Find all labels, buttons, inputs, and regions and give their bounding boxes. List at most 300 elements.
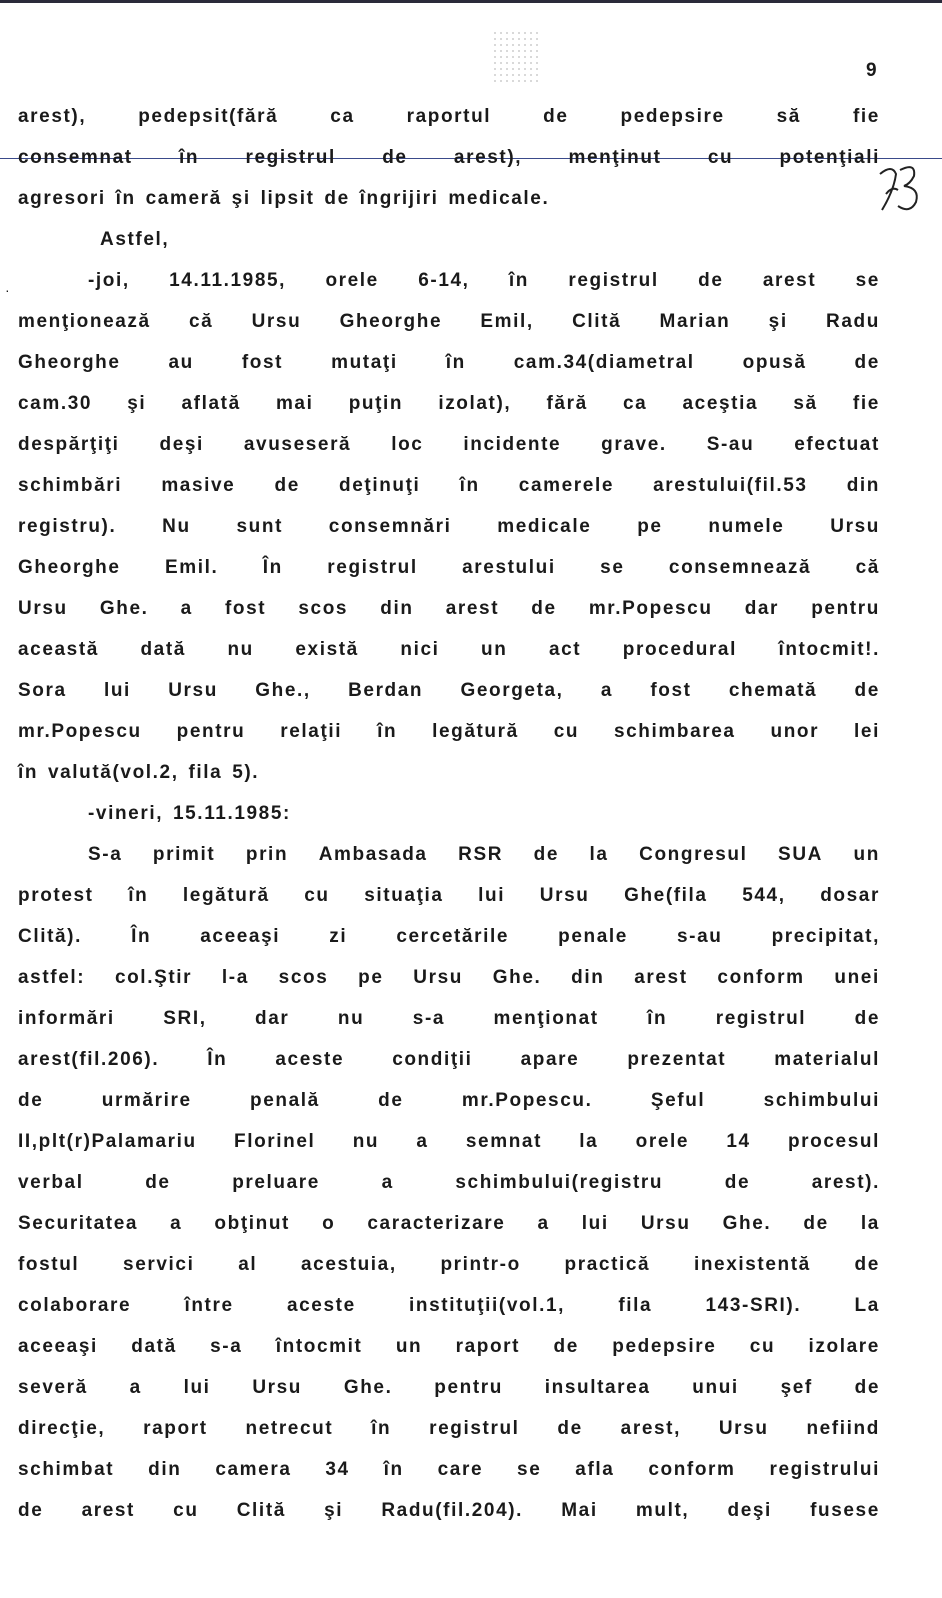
word: din [571, 967, 605, 988]
word: nici [400, 639, 440, 660]
word: Georgeta, [460, 680, 564, 701]
word: lei [854, 721, 880, 742]
word: registru). [18, 516, 117, 537]
word: procedural [622, 639, 737, 660]
word: Ursu [18, 598, 68, 619]
word: relaţii [280, 721, 343, 742]
word: pe [637, 516, 663, 537]
word: condiţii [392, 1049, 473, 1070]
word: mr.Popescu [18, 721, 142, 742]
text-line [18, 1047, 880, 1088]
word: incidente [463, 434, 562, 455]
word: RSR [458, 844, 504, 865]
word: cercetările [396, 926, 510, 947]
word: II,plt(r)Palamariu [18, 1131, 197, 1152]
word: pe [358, 967, 384, 988]
word: dată [140, 639, 186, 660]
text-line [18, 883, 880, 924]
word: nu [227, 639, 254, 660]
word: caracterizare [367, 1213, 506, 1234]
word: schimbului(registru [455, 1172, 664, 1193]
word: inexistentă [693, 1254, 811, 1275]
word: şi [768, 311, 788, 332]
word: servici [123, 1254, 195, 1275]
word: arest [81, 1500, 135, 1521]
word: practică [564, 1254, 651, 1275]
word: aceste [275, 1049, 345, 1070]
word: Gheorghe [18, 352, 121, 373]
word: registrului [769, 1459, 880, 1480]
word: deşi [159, 434, 204, 455]
word: din [846, 475, 880, 496]
word: prin [245, 844, 289, 865]
word: materialul [774, 1049, 880, 1070]
word: mr.Popescu [588, 598, 713, 619]
word: instituţii(vol.1, [409, 1295, 566, 1316]
word: Ghe. [99, 598, 149, 619]
word: unor [770, 721, 820, 742]
word: Ursu [252, 1377, 303, 1398]
word: Ursu [539, 885, 590, 906]
word: dată [131, 1336, 177, 1357]
text-line [18, 1416, 880, 1457]
word: arest, [620, 1418, 681, 1439]
word: de [803, 1213, 829, 1234]
word: pentru [434, 1377, 503, 1398]
word: Ursu [251, 311, 302, 332]
word: 143-SRI). [705, 1295, 802, 1316]
word: camerele [518, 475, 614, 496]
word: de [698, 270, 724, 291]
word: schimbarea [613, 721, 736, 742]
word: la [860, 1213, 880, 1234]
word: dosar [820, 885, 880, 906]
word: consemnat [18, 147, 133, 168]
word: cu [707, 147, 734, 168]
word: se [855, 270, 880, 291]
word: care [437, 1459, 484, 1480]
word: chemată [728, 680, 818, 701]
word: de [724, 1172, 751, 1193]
word: cu [553, 721, 580, 742]
text-line [18, 1498, 880, 1539]
word: situaţia [364, 885, 444, 906]
text-line [18, 1457, 880, 1498]
word: severă [18, 1377, 88, 1398]
word: un [853, 844, 880, 865]
word: cu [173, 1500, 199, 1521]
word: din [380, 598, 414, 619]
word: dar [744, 598, 780, 619]
word: de [854, 1254, 880, 1275]
word: lui [103, 680, 131, 701]
word: a [170, 1213, 183, 1234]
word: Sora [18, 680, 67, 701]
word: nefiind [806, 1418, 880, 1439]
word: de [18, 1500, 44, 1521]
word: raport [143, 1418, 208, 1439]
word: de [531, 598, 557, 619]
word: în [371, 1418, 392, 1439]
text-line: agresori în cameră şi lipsit de îngrijiri medicale. [18, 188, 550, 209]
word: despărţiţi [18, 434, 120, 455]
word: de [18, 1090, 44, 1111]
text-line [18, 1334, 880, 1375]
word: Emil. [164, 557, 219, 578]
text-line [18, 391, 880, 432]
word: unei [834, 967, 880, 988]
word: afla [575, 1459, 615, 1480]
word: că [188, 311, 214, 332]
word: insultarea [544, 1377, 651, 1398]
word: că [855, 557, 880, 578]
word: de [543, 106, 569, 127]
word: să [793, 393, 818, 414]
text-line [18, 1293, 880, 1334]
word: registrul [429, 1418, 520, 1439]
word: fie [852, 393, 880, 414]
word: unui [692, 1377, 739, 1398]
word: Clită). [18, 926, 82, 947]
word: a [600, 680, 614, 701]
word: lui [183, 1377, 211, 1398]
word: al [238, 1254, 258, 1275]
text-line [18, 309, 880, 350]
word: pentru [176, 721, 246, 742]
word: mr.Popescu. [461, 1090, 593, 1111]
word: izolat), [438, 393, 512, 414]
word: consemnează [668, 557, 812, 578]
word: există [295, 639, 359, 660]
word: Marian [659, 311, 731, 332]
word: primit [152, 844, 216, 865]
text-line [18, 1170, 880, 1211]
word: conform [717, 967, 805, 988]
word: de [854, 680, 880, 701]
word: preluare [232, 1172, 320, 1193]
word: urmărire [101, 1090, 192, 1111]
word: întocmit!. [778, 639, 880, 660]
word: de [533, 844, 559, 865]
word: lui [581, 1213, 609, 1234]
word: se [600, 557, 625, 578]
word: o [322, 1213, 336, 1234]
word: sunt [236, 516, 283, 537]
word: avuseseră [243, 434, 352, 455]
word: s-a [412, 1008, 446, 1029]
word: între [184, 1295, 234, 1316]
text-line: în valută(vol.2, fila 5). [18, 762, 260, 783]
handwritten-folio-number [872, 160, 932, 220]
text-line: -vineri, 15.11.1985: [88, 803, 291, 824]
word: protest [18, 885, 94, 906]
word: Ursu [830, 516, 880, 537]
word: Ghe., [255, 680, 311, 701]
text-line [18, 637, 880, 678]
word: penală [250, 1090, 320, 1111]
word: un [395, 1336, 423, 1357]
word: Nu [162, 516, 191, 537]
word: arest [634, 967, 688, 988]
word: fusese [810, 1500, 880, 1521]
word: Radu(fil.204). [381, 1500, 524, 1521]
text-line [18, 1088, 880, 1129]
text-line [18, 350, 880, 391]
text-line [18, 1375, 880, 1416]
word: 14 [726, 1131, 751, 1152]
word: dar [255, 1008, 290, 1029]
word: menţionat [493, 1008, 599, 1029]
word: precipitat, [771, 926, 880, 947]
word: mutaţi [331, 352, 398, 373]
word: camera [215, 1459, 292, 1480]
text-line [18, 555, 880, 596]
word: schimbului [763, 1090, 880, 1111]
text-line [18, 596, 880, 637]
word: scos [298, 598, 349, 619]
word: fostul [18, 1254, 80, 1275]
word: efectuat [794, 434, 880, 455]
word: aceste [286, 1295, 356, 1316]
word: puţin [348, 393, 404, 414]
word: Gheorghe [339, 311, 443, 332]
text-line [18, 104, 880, 145]
word: Mai [561, 1500, 598, 1521]
word: în [508, 270, 529, 291]
word: Radu [826, 311, 880, 332]
word: verbal [18, 1172, 84, 1193]
text-line [18, 924, 880, 965]
word: a [381, 1172, 394, 1193]
word: astfel: [18, 967, 86, 988]
word: Congresul [639, 844, 748, 865]
word: fost [241, 352, 284, 373]
word: Ghe. [722, 1213, 772, 1234]
word: menţionează [18, 311, 151, 332]
word: 14.11.1985, [169, 270, 287, 291]
word: aflată [181, 393, 241, 414]
word: în [377, 721, 398, 742]
word: în [179, 147, 200, 168]
word: de [854, 1377, 880, 1398]
word: registrul [715, 1008, 807, 1029]
word: Ambasada [318, 844, 428, 865]
word: scos [278, 967, 329, 988]
word: medicale [497, 516, 592, 537]
word: penale [558, 926, 628, 947]
word: mai [275, 393, 314, 414]
word: raport [455, 1336, 521, 1357]
word: grave. [601, 434, 667, 455]
word: -joi, [88, 270, 130, 291]
word: arest [445, 598, 500, 619]
word: procesul [787, 1131, 880, 1152]
text-line [18, 514, 880, 555]
word: cu [749, 1336, 776, 1357]
word: La [854, 1295, 880, 1316]
word: a [129, 1377, 142, 1398]
word: În [131, 926, 152, 947]
word: Ghe. [492, 967, 542, 988]
word: col.Ştir [114, 967, 193, 988]
word: de [553, 1336, 579, 1357]
word: Clită [236, 1500, 286, 1521]
word: de [854, 352, 880, 373]
word: registrul [245, 147, 336, 168]
word: netrecut [245, 1418, 334, 1439]
word: fie [852, 106, 880, 127]
document-body [18, 104, 880, 1539]
word: numele [708, 516, 785, 537]
scan-border [0, 0, 942, 3]
text-line [18, 432, 880, 473]
word: consemnări [328, 516, 452, 537]
word: fost [224, 598, 267, 619]
word: loc [391, 434, 424, 455]
word: la [589, 844, 609, 865]
text-line [18, 1211, 880, 1252]
word: registrul [327, 557, 418, 578]
word: au [168, 352, 194, 373]
word: arest(fil.206). [18, 1049, 160, 1070]
word: la [579, 1131, 599, 1152]
word: întocmit [275, 1336, 363, 1357]
word: Securitatea [18, 1213, 139, 1234]
word: aceştia [682, 393, 759, 414]
word: colaborare [18, 1295, 132, 1316]
word: de [274, 475, 300, 496]
word: arest), [18, 106, 87, 127]
word: Berdan [348, 680, 424, 701]
text-line [18, 268, 880, 309]
word: şi [324, 1500, 344, 1521]
word: din [148, 1459, 182, 1480]
word: de [378, 1090, 404, 1111]
text-line [18, 719, 880, 760]
word: ca [622, 393, 648, 414]
word: nu [352, 1131, 380, 1152]
word: 6-14, [418, 270, 470, 291]
page-number: 9 [866, 60, 877, 81]
word: act [548, 639, 582, 660]
word: de [854, 1008, 880, 1029]
word: SRI, [163, 1008, 207, 1029]
word: obţinut [214, 1213, 290, 1234]
word: fila [618, 1295, 653, 1316]
word: masive [161, 475, 236, 496]
word: arest [762, 270, 817, 291]
word: cam.30 [18, 393, 93, 414]
word: menţinut [568, 147, 662, 168]
word: nu [337, 1008, 365, 1029]
word: a [416, 1131, 429, 1152]
word: arestului(fil.53 [653, 475, 808, 496]
word: Ursu [413, 967, 463, 988]
text-line [18, 1252, 880, 1293]
word: semnat [465, 1131, 543, 1152]
word: legătură [182, 885, 270, 906]
word: mult, [635, 1500, 690, 1521]
word: Şeful [650, 1090, 706, 1111]
word: 34 [325, 1459, 350, 1480]
word: această [18, 639, 99, 660]
word: conform [648, 1459, 736, 1480]
word: Florinel [234, 1131, 316, 1152]
word: de [145, 1172, 171, 1193]
word: aceeaşi [18, 1336, 98, 1357]
word: orele [635, 1131, 690, 1152]
word: direcţie, [18, 1418, 106, 1439]
word: arest). [811, 1172, 880, 1193]
word: deţinuţi [339, 475, 421, 496]
word: Emil, [480, 311, 534, 332]
word: ca [330, 106, 355, 127]
word: Ghe(fila [624, 885, 708, 906]
text-line [18, 145, 880, 186]
word: Ursu [640, 1213, 691, 1234]
word: fost [650, 680, 692, 701]
word: Gheorghe [18, 557, 121, 578]
word: de [382, 147, 408, 168]
word: în [647, 1008, 668, 1029]
word: în [445, 352, 466, 373]
word: şi [127, 393, 147, 414]
text-line [18, 1129, 880, 1170]
word: lui [478, 885, 506, 906]
word: potenţiali [779, 147, 880, 168]
word: legătură [432, 721, 519, 742]
word: zi [329, 926, 348, 947]
word: acestuia, [300, 1254, 397, 1275]
word: arest), [453, 147, 523, 168]
word: deşi [727, 1500, 772, 1521]
word: în [459, 475, 480, 496]
word: pedepsire [620, 106, 725, 127]
text-line [18, 842, 880, 883]
word: Ursu [168, 680, 218, 701]
text-line: Astfel, [100, 229, 170, 250]
word: arestului [462, 557, 556, 578]
word: a [180, 598, 193, 619]
word: izolare [808, 1336, 880, 1357]
word: l-a [221, 967, 249, 988]
word: SUA [778, 844, 823, 865]
word: pedepsire [612, 1336, 717, 1357]
word: pedepsit(fără [138, 106, 279, 127]
word: cam.34(diametral [513, 352, 695, 373]
word: opusă [742, 352, 807, 373]
word: În [262, 557, 283, 578]
word: informări [18, 1008, 115, 1029]
word: aceeaşi [200, 926, 281, 947]
word: raportul [406, 106, 492, 127]
word: în [383, 1459, 404, 1480]
text-line [18, 1006, 880, 1047]
word: Ursu [718, 1418, 769, 1439]
text-line [18, 965, 880, 1006]
word: S-a [88, 844, 123, 865]
word: prezentat [627, 1049, 727, 1070]
text-line [18, 473, 880, 514]
word: S-au [706, 434, 755, 455]
word: pentru [811, 598, 880, 619]
word: registrul [568, 270, 659, 291]
word: În [207, 1049, 228, 1070]
faint-stamp-mark [492, 30, 542, 85]
word: apare [520, 1049, 580, 1070]
word: în [128, 885, 149, 906]
word: s-au [677, 926, 723, 947]
